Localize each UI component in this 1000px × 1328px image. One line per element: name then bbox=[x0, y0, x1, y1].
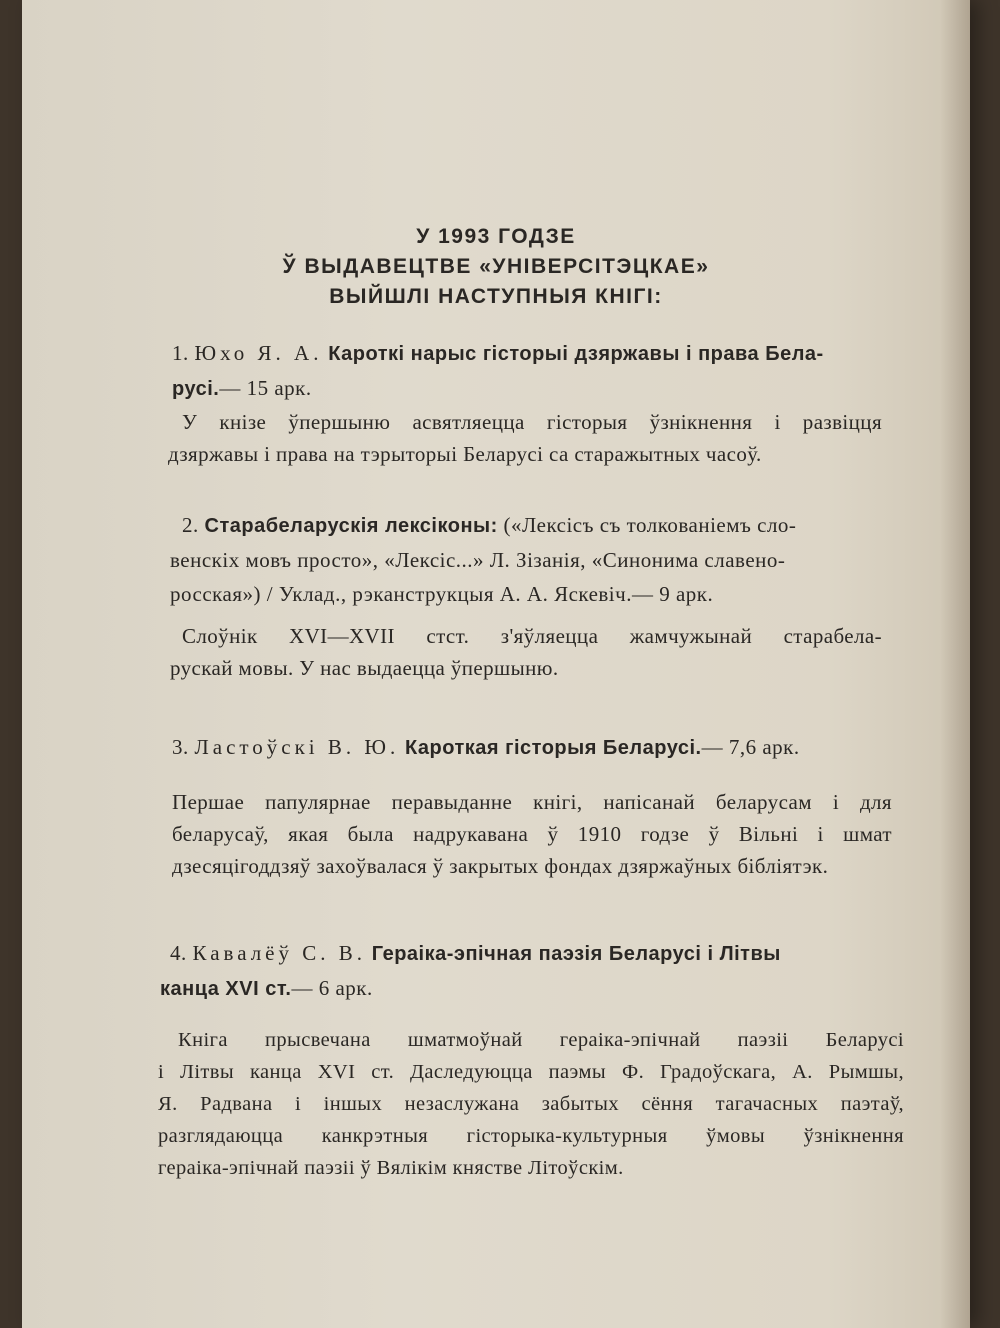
entry-3-desc-line-2: беларусаў, якая была надрукавана ў 1910 годзе ў Вільні і шмат bbox=[172, 822, 892, 846]
entry-1-desc-line-2: дзяржавы і права на тэрыторыі Беларусі са старажытных часоў. bbox=[168, 442, 762, 466]
heading-line-3: ВЫЙШЛІ НАСТУПНЫЯ КНІГІ: bbox=[329, 285, 663, 308]
entry-3-title bbox=[172, 730, 892, 765]
entry-4-description bbox=[158, 1024, 904, 1184]
page-heading bbox=[22, 222, 970, 312]
entry-3-description bbox=[172, 786, 892, 882]
entry-4-book-title-line1: Гераіка-эпічная паэзія Беларусі і Літвы bbox=[371, 943, 781, 965]
entry-1-number: 1. bbox=[172, 341, 189, 365]
entry-1-book-title-line1: Кароткі нарыс гісторыі дзяржавы і права Бела- bbox=[328, 343, 824, 365]
entry-4-desc-line-3: Я. Радвана і іншых незаслужана забытых сёння тагачасных паэтаў, bbox=[158, 1093, 904, 1115]
entry-4-desc-line-4: разглядаюцца канкрэтныя гісторыка-культурныя ўмовы ўзнікнення bbox=[158, 1125, 904, 1147]
entry-3-desc-line-1: Першае папулярнае перавыданне кнігі, напісанай беларусам і для bbox=[172, 790, 892, 814]
entry-2-book-title: Старабеларускія лексіконы: bbox=[204, 515, 498, 537]
entry-2-desc-line-2: рускай мовы. У нас выдаецца ўпершыню. bbox=[170, 656, 559, 680]
entry-3-number: 3. bbox=[172, 735, 189, 759]
book-page bbox=[22, 0, 970, 1328]
heading-line-1: У 1993 ГОДЗЕ bbox=[416, 225, 576, 248]
entry-2-description bbox=[170, 620, 882, 684]
entry-2-title-line2: венскіх мовъ просто», «Лексіс...» Л. Зізанія, «Синонима славено- bbox=[170, 548, 786, 572]
entry-4-title bbox=[160, 936, 910, 1006]
entry-2-title-rest-line1: («Лексісъ съ толкованіемъ сло- bbox=[503, 513, 797, 537]
entry-1-title bbox=[172, 336, 887, 406]
entry-4-desc-line-5: гераіка-эпічнай паэзіі ў Вялікім княстве Літоўскім. bbox=[158, 1157, 624, 1179]
entry-4-number: 4. bbox=[170, 941, 187, 965]
heading-line-2: Ў ВЫДАВЕЦТВЕ «УНІВЕРСІТЭЦКАЕ» bbox=[282, 255, 710, 278]
entry-2-number: 2. bbox=[182, 513, 199, 537]
entry-1-volume: — 15 арк. bbox=[219, 376, 312, 400]
page-edge-shadow bbox=[940, 0, 970, 1328]
entry-1-desc-line-1: У кнізе ўпершыню асвятляецца гісторыя ўзнікнення і развіцця bbox=[182, 410, 882, 434]
entry-3-volume: — 7,6 арк. bbox=[701, 735, 800, 759]
entry-3-desc-line-3: дзесяцігоддзяў захоўвалася ў закрытых фондах дзяржаўных бібліятэк. bbox=[172, 854, 829, 878]
entry-2-title bbox=[170, 508, 882, 611]
entry-2-title-line3: росская») / Уклад., рэканструкцыя А. А. Яскевіч.— 9 арк. bbox=[170, 582, 714, 606]
entry-3-book-title: Кароткая гісторыя Беларусі. bbox=[404, 737, 702, 759]
entry-1-book-title-line2: русі. bbox=[172, 378, 220, 400]
entry-1-author: Юхо Я. А. bbox=[194, 341, 323, 365]
entry-4-desc-line-1: Кніга прысвечана шматмоўнай гераіка-эпічнай паэзіі Беларусі bbox=[178, 1029, 904, 1051]
entry-1-description bbox=[168, 406, 882, 470]
entry-4-author: Кавалёў С. В. bbox=[192, 941, 367, 965]
entry-3-author: Ластоўскі В. Ю. bbox=[194, 735, 400, 759]
entry-4-book-title-line2: канца XVI ст. bbox=[160, 978, 292, 1000]
entry-4-desc-line-2: і Літвы канца XVI ст. Даследуюцца паэмы Ф. Градоўскага, А. Рымшы, bbox=[158, 1061, 904, 1083]
entry-2-desc-line-1: Слоўнік XVI—XVII стст. з'яўляецца жамчужынай старабела- bbox=[182, 624, 882, 648]
entry-4-volume: — 6 арк. bbox=[291, 976, 373, 1000]
